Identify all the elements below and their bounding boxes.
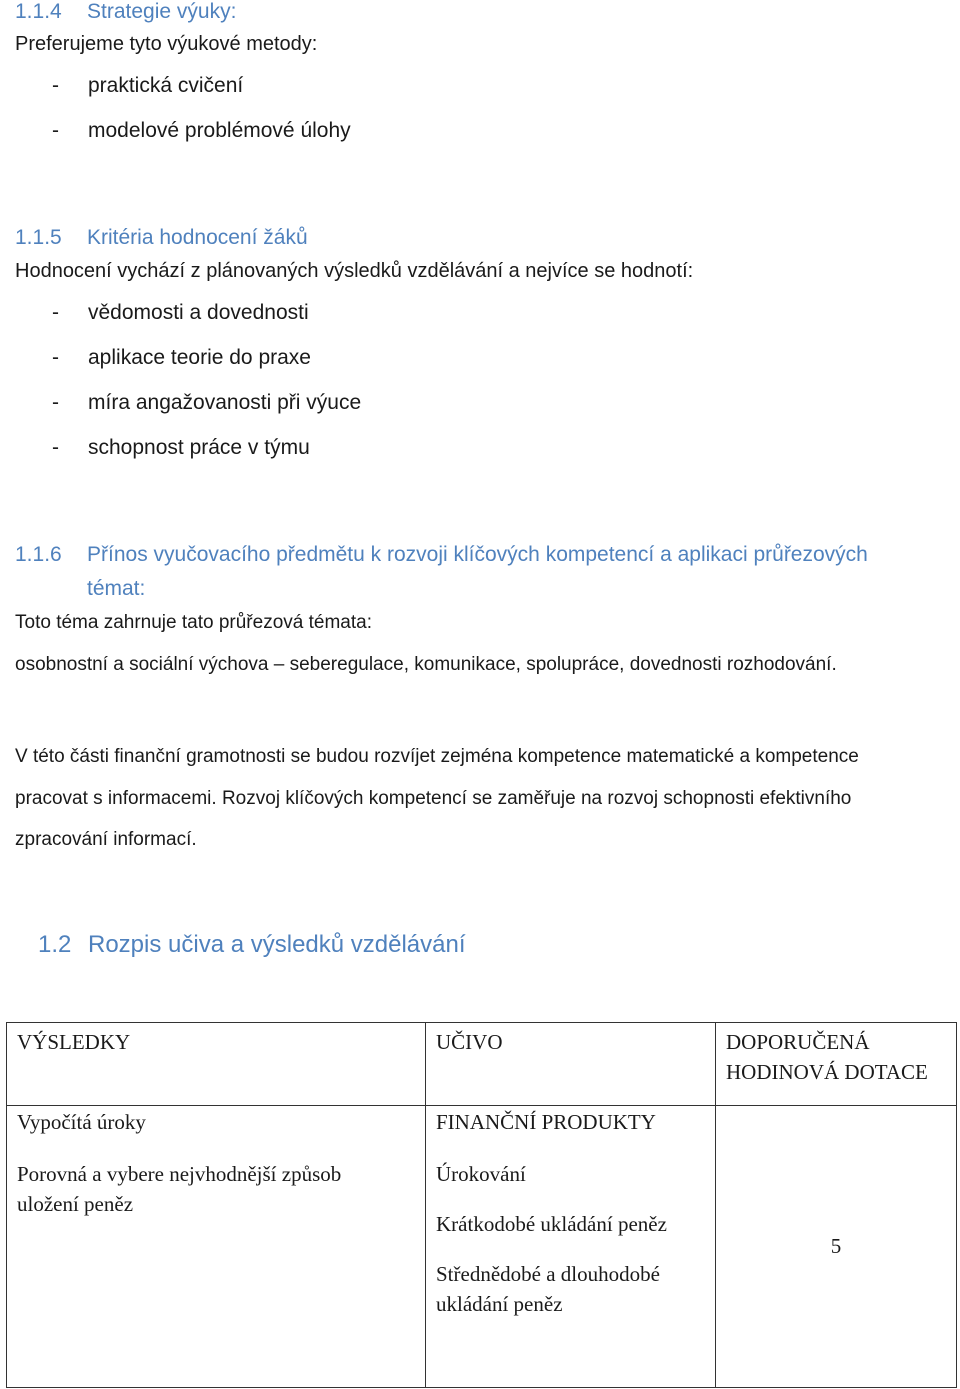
header-curriculum: UČIVO <box>426 1023 716 1106</box>
curriculum-table <box>6 1022 957 1388</box>
header-hours: DOPORUČENÁ HODINOVÁ DOTACE <box>716 1023 957 1106</box>
heading-number: 1.1.5 <box>15 226 62 249</box>
curriculum-item: Úrokování <box>436 1162 526 1186</box>
prurezova-temata: osobnostní a sociální výchova – seberegulace, komunikace, spolupráce, dovednosti rozhodování. <box>15 654 837 675</box>
cell-results <box>7 1106 426 1388</box>
strategie-intro: Preferujeme tyto výukové metody: <box>15 33 318 55</box>
curriculum-item: Krátkodobé ukládání peněz <box>436 1212 667 1236</box>
hours-value: 5 <box>830 1234 842 1258</box>
curriculum-title: FINANČNÍ PRODUKTY <box>436 1110 656 1134</box>
paragraph-line: V této části finanční gramotnosti se budou rozvíjet zejména kompetence matematické a kompetence <box>15 746 859 767</box>
heading-rozpis-uciva <box>38 931 466 959</box>
heading-title: Rozpis učiva a výsledků vzdělávání <box>88 931 466 958</box>
header-results: VÝSLEDKY <box>7 1023 426 1106</box>
paragraph-line: zpracování informací. <box>15 829 197 850</box>
kriteria-intro: Hodnocení vychází z plánovaných výsledků vzdělávání a nejvíce se hodnotí: <box>15 260 694 282</box>
list-item: - vědomosti a dovednosti <box>52 301 309 324</box>
cell-hours <box>716 1106 957 1388</box>
heading-number: 1.1.4 <box>15 0 62 23</box>
list-item: - praktická cvičení <box>52 74 244 97</box>
curriculum-item-continued: ukládání peněz <box>436 1292 563 1316</box>
heading-title: Přínos vyučovacího předmětu k rozvoji klíčových kompetencí a aplikaci průřezových <box>87 543 868 566</box>
cell-curriculum <box>426 1106 716 1388</box>
table-row <box>7 1106 957 1388</box>
heading-strategie-vyuky <box>15 0 236 24</box>
prinos-intro: Toto téma zahrnuje tato průřezová témata: <box>15 612 372 633</box>
curriculum-item: Střednědobé a dlouhodobé <box>436 1262 660 1286</box>
result-item: Vypočítá úroky <box>17 1110 146 1134</box>
heading-number: 1.1.6 <box>15 543 62 566</box>
list-item: - aplikace teorie do praxe <box>52 346 311 369</box>
table-header-row <box>7 1023 957 1106</box>
paragraph-line: pracovat s informacemi. Rozvoj klíčových kompetencí se zaměřuje na rozvoj schopnosti efektivního <box>15 788 852 809</box>
heading-title: Kritéria hodnocení žáků <box>87 226 308 249</box>
heading-title-continued: témat: <box>87 577 146 600</box>
list-item: - modelové problémové úlohy <box>52 119 351 142</box>
result-item-continued: uložení peněz <box>17 1192 134 1216</box>
list-item: - míra angažovanosti při výuce <box>52 391 362 414</box>
result-item: Porovná a vybere nejvhodnější způsob <box>17 1162 342 1186</box>
heading-prinos-predmetu <box>15 543 868 567</box>
heading-kriteria-hodnoceni <box>15 226 308 250</box>
heading-title: Strategie výuky: <box>87 0 237 23</box>
heading-number: 1.2 <box>38 931 72 958</box>
list-item: - schopnost práce v týmu <box>52 436 310 459</box>
